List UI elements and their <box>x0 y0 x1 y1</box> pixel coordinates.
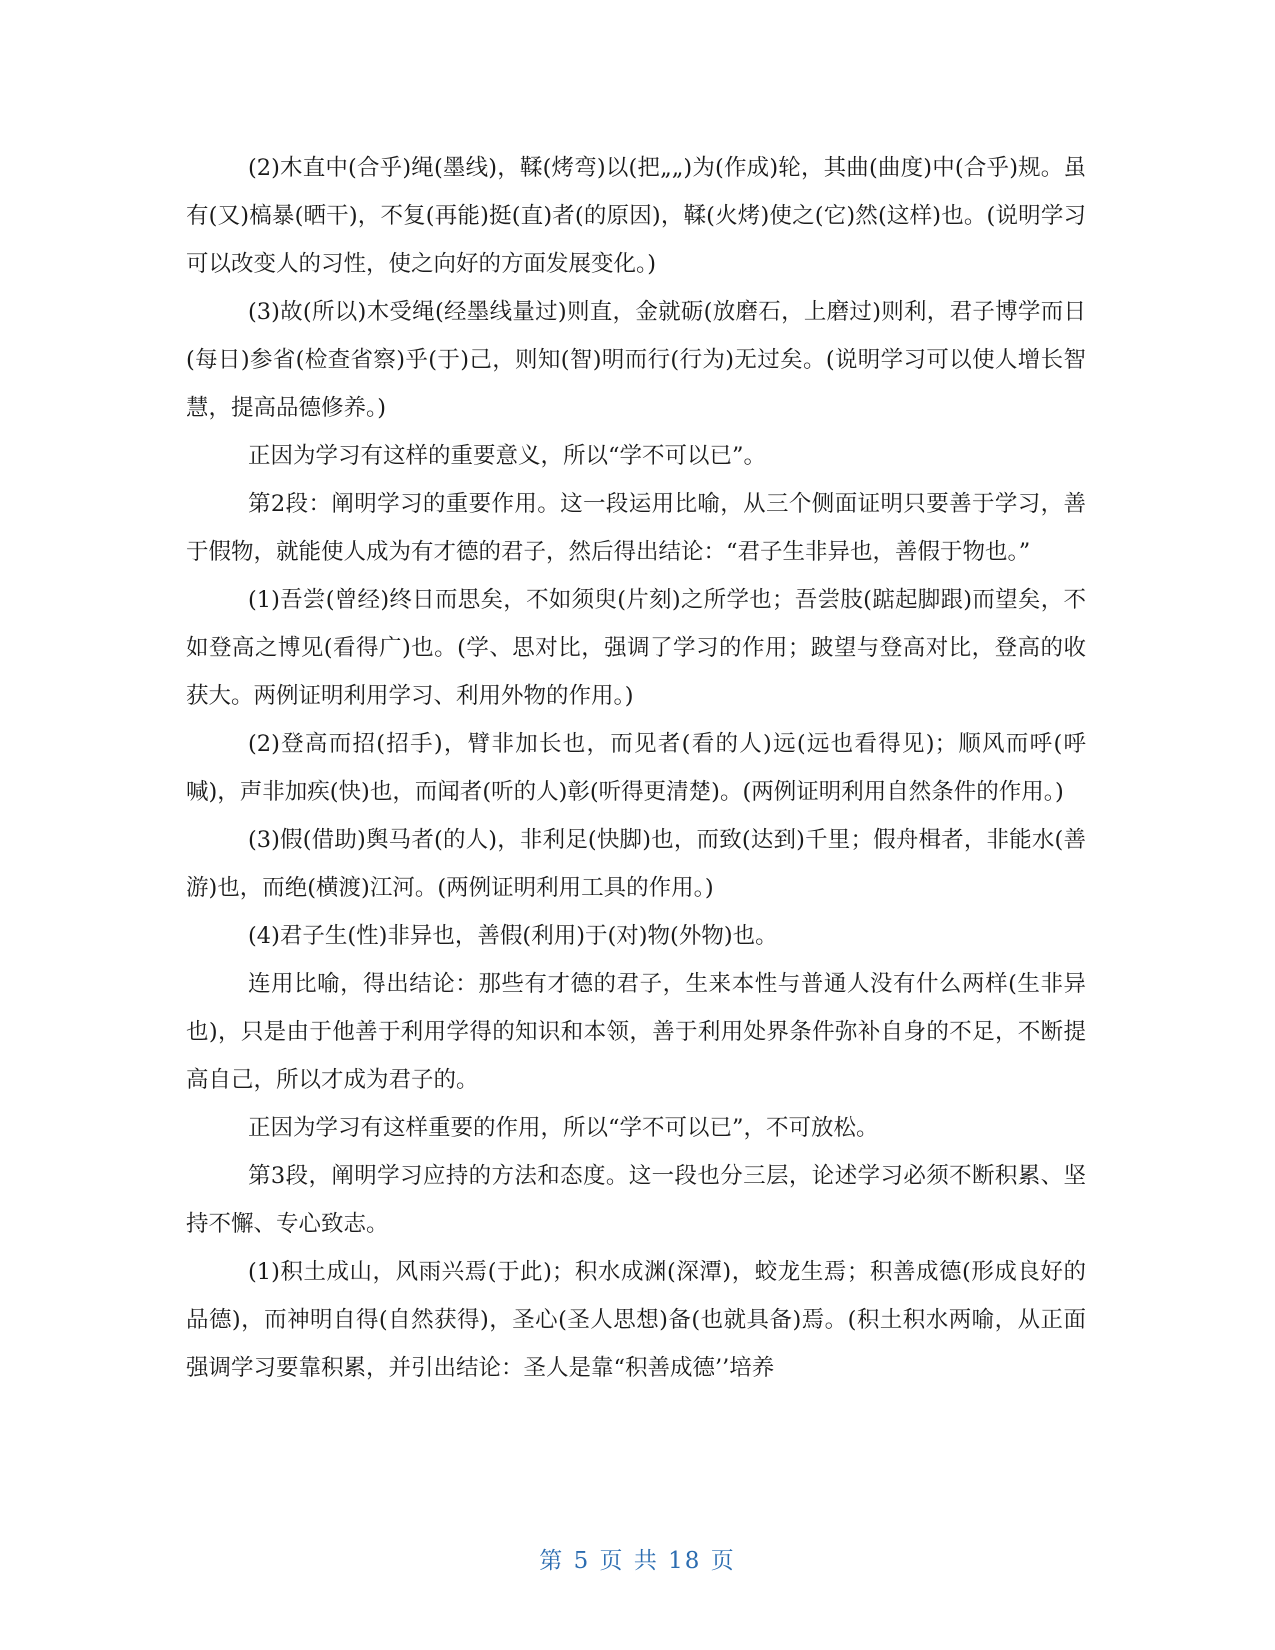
paragraph: (4)君子生(性)非异也，善假(利用)于(对)物(外物)也。 <box>248 923 778 949</box>
paragraph: (2)登高而招(招手)，臂非加长也，而见者(看的人)远(远也看得见)；顺风而呼(呼喊)，声非加疾(快)也，而闻者(听的人)彰(听得更清楚)。(两例证明利用自然条件的作用。) <box>186 731 1086 805</box>
paragraph: 第2段：阐明学习的重要作用。这一段运用比喻，从三个侧面证明只要善于学习，善于假物，就能使人成为有才德的君子，然后得出结论：“君子生非异也，善假于物也。” <box>186 491 1086 565</box>
paragraph: 连用比喻，得出结论：那些有才德的君子，生来本性与普通人没有什么两样(生非异也)，只是由于他善于利用学得的知识和本领，善于利用处界条件弥补自身的不足，不断提高自己，所以才成为君子的。 <box>186 971 1086 1093</box>
paragraph: (2)木直中(合乎)绳(墨线)，鞣(烤弯)以(把„„)为(作成)轮，其曲(曲度)中(合乎)规。虽有(又)槁暴(晒干)，不复(再能)挺(直)者(的原因)，鞣(火烤)使之(它)然(这样)也。(说明学习可以改变人的习性，使之向好的方面发展变化。) <box>186 155 1086 277</box>
page-number-footer: 第 5 页 共 18 页 <box>539 1548 736 1574</box>
document-body <box>186 144 1086 1392</box>
paragraph: (3)假(借助)舆马者(的人)，非利足(快脚)也，而致(达到)千里；假舟楫者，非能水(善游)也，而绝(横渡)江河。(两例证明利用工具的作用。) <box>186 827 1086 901</box>
paragraph: 第3段，阐明学习应持的方法和态度。这一段也分三层，论述学习必须不断积累、坚持不懈、专心致志。 <box>186 1163 1086 1237</box>
paragraph: 正因为学习有这样的重要意义，所以“学不可以已”。 <box>248 443 767 469</box>
paragraph: (3)故(所以)木受绳(经墨线量过)则直，金就砺(放磨石，上磨过)则利，君子博学而日(每日)参省(检查省察)乎(于)己，则知(智)明而行(行为)无过矣。(说明学习可以使人增长智慧，提高品德修养。) <box>186 299 1086 421</box>
paragraph: (1)吾尝(曾经)终日而思矣，不如须臾(片刻)之所学也；吾尝肢(踮起脚跟)而望矣，不如登高之博见(看得广)也。(学、思对比，强调了学习的作用；跛望与登高对比，登高的收获大。两例证明利用学习、利用外物的作用。) <box>186 587 1086 709</box>
paragraph: 正因为学习有这样重要的作用，所以“学不可以已”，不可放松。 <box>248 1115 879 1141</box>
paragraph: (1)积土成山，风雨兴焉(于此)；积水成渊(深潭)，蛟龙生焉；积善成德(形成良好的品德)，而神明自得(自然获得)，圣心(圣人思想)备(也就具备)焉。(积土积水两喻，从正面强调学习要靠积累，并引出结论：圣人是靠“积善成德’’培养 <box>186 1259 1086 1381</box>
